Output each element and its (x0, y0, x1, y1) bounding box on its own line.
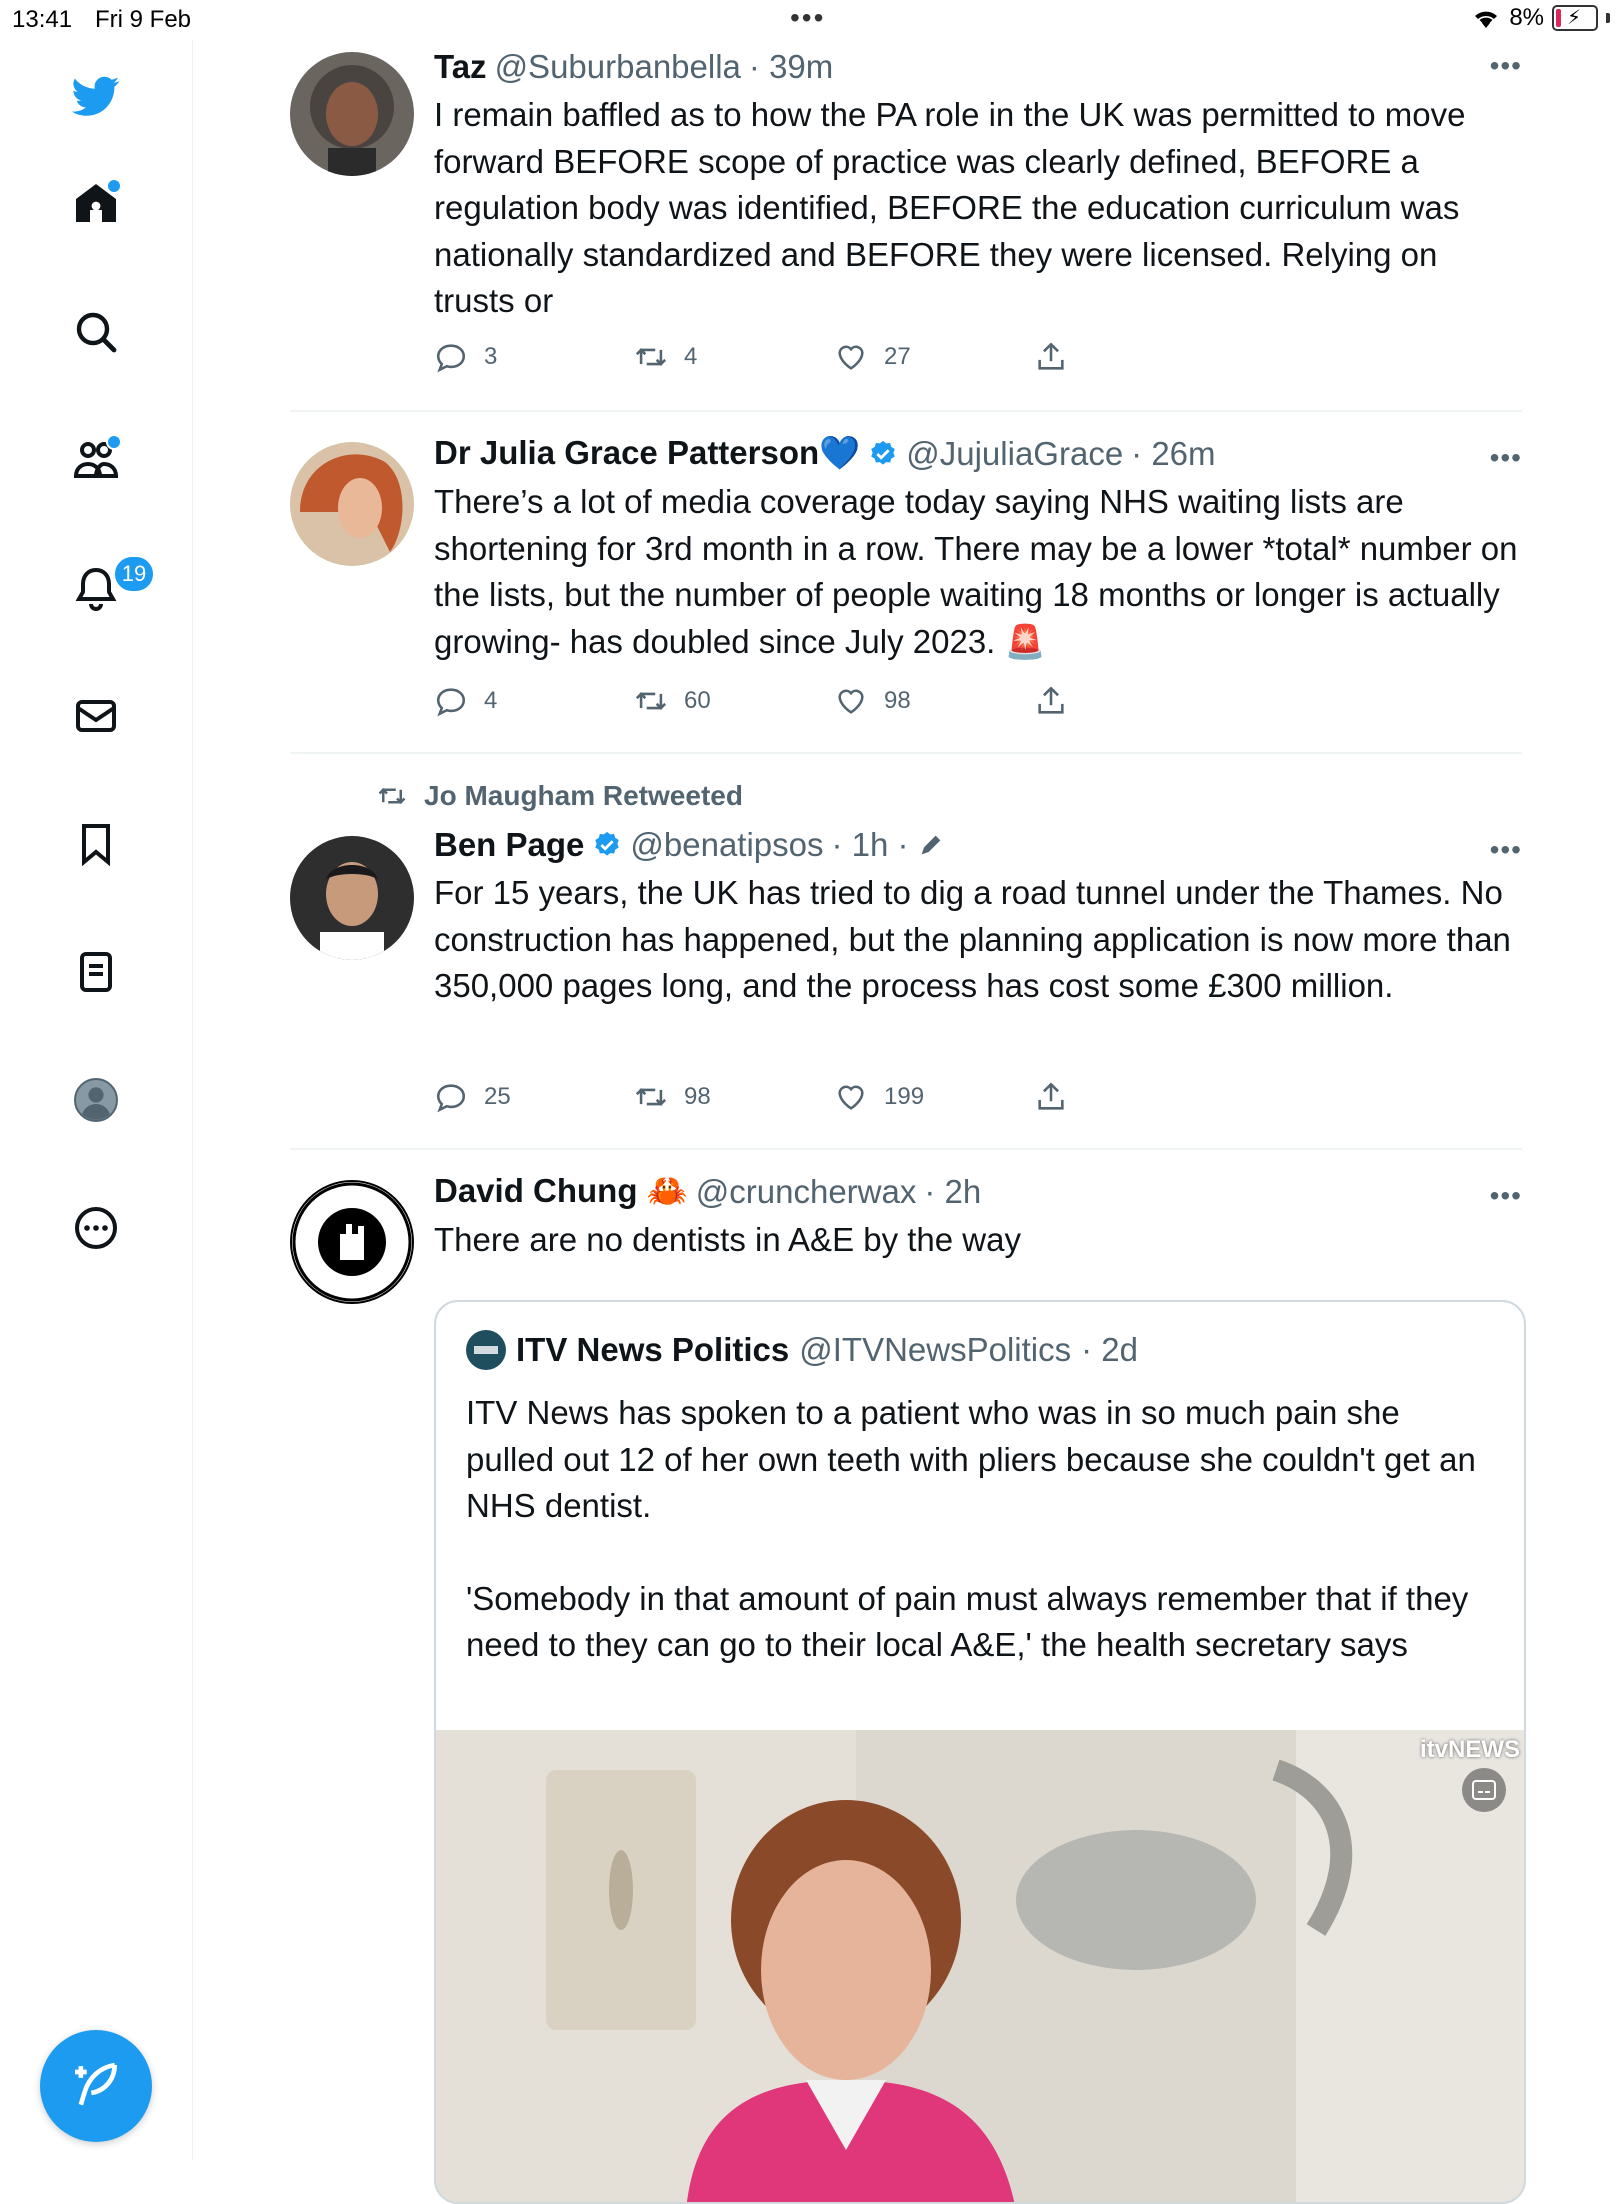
wifi-icon (1471, 6, 1501, 30)
like-button[interactable] (834, 340, 1034, 374)
notifications-bell-icon[interactable] (68, 560, 147, 616)
like-button[interactable] (834, 1080, 1034, 1114)
reply-icon (434, 684, 468, 718)
tweet[interactable] (290, 412, 1522, 754)
edited-pencil-icon[interactable] (917, 831, 945, 859)
compose-feather-icon (68, 2058, 124, 2114)
author-handle[interactable]: @benatipsos (630, 826, 824, 863)
tweet-actions (434, 1080, 1234, 1114)
home-icon[interactable] (68, 176, 124, 232)
retweet-icon (634, 684, 668, 718)
compose-tweet-button[interactable] (40, 2030, 152, 2142)
avatar[interactable] (290, 442, 414, 566)
quoted-tweet-time[interactable]: · 2d (1081, 1331, 1139, 1368)
tweet-time[interactable]: · 39m (748, 48, 834, 85)
share-button[interactable] (1034, 340, 1234, 374)
heart-icon (834, 340, 868, 374)
author-handle[interactable]: @Suburbanbella (494, 48, 741, 85)
heart-icon (834, 684, 868, 718)
twitter-logo-icon[interactable] (68, 68, 124, 124)
tweet-text: For 15 years, the UK has tried to dig a road tunnel under the Thames. No construction has happened, but the planning application is now more than 350,000 pages long, and the process has cost some £300 million. (434, 874, 1511, 1004)
quoted-avatar[interactable] (466, 1330, 506, 1370)
search-icon[interactable] (68, 304, 124, 360)
tweet-more-icon[interactable]: ••• (1489, 442, 1522, 473)
retweet-button[interactable] (634, 1080, 834, 1114)
tweet-actions (434, 340, 1234, 374)
reply-icon (434, 1080, 468, 1114)
share-button[interactable] (1034, 1080, 1234, 1114)
notifications-badge: 19 (112, 554, 156, 594)
retweet-count: 98 (684, 1083, 711, 1110)
share-button[interactable] (1034, 684, 1234, 718)
status-right (1471, 4, 1610, 32)
tweet[interactable] (290, 1150, 1522, 2200)
home-notification-dot (106, 178, 122, 194)
battery-icon: ⚡ (1552, 5, 1598, 31)
retweet-button[interactable] (634, 340, 834, 374)
reply-button[interactable] (434, 1080, 634, 1114)
like-count: 199 (884, 1083, 925, 1110)
itv-news-logo: itvNEWS (1419, 1736, 1520, 1763)
tweet[interactable] (290, 40, 1522, 412)
sidebar (0, 40, 193, 2160)
retweet-count: 60 (684, 687, 711, 714)
retweet-icon (634, 1080, 668, 1114)
tweet-time[interactable]: · 26m (1131, 434, 1216, 472)
tweet-actions (434, 684, 1234, 718)
captions-icon[interactable] (1462, 1768, 1506, 1812)
battery-percent: 8% (1509, 4, 1544, 31)
author-name[interactable]: Taz (434, 48, 487, 85)
communities-icon[interactable] (68, 432, 124, 488)
share-icon (1034, 1080, 1068, 1114)
tweet-text: There’s a lot of media coverage today saying NHS waiting lists are shortening for 3rd month in a row. There may be a lower *total* number on the lists, but the number of people waiting 18 months or longer is actually growing- has doubled since July 2023. 🚨 (434, 483, 1518, 660)
tweet-text: I remain baffled as to how the PA role in the UK was permitted to move forward BEFORE scope of practice was clearly defined, BEFORE a regulation body was identified, BEFORE the education curriculum was nationally standardized and BEFORE they were licensed. Relying on trusts or (434, 96, 1466, 319)
retweet-count: 4 (684, 343, 698, 370)
heart-icon (834, 1080, 868, 1114)
reply-button[interactable] (434, 684, 634, 718)
status-bar (0, 0, 1620, 40)
author-handle[interactable]: @cruncherwax (695, 1172, 917, 1210)
verified-badge-icon (592, 830, 622, 860)
retweet-button[interactable] (634, 684, 834, 718)
retweet-icon (634, 340, 668, 374)
tweet-text: There are no dentists in A&E by the way (434, 1221, 1021, 1258)
author-name[interactable]: Ben Page (434, 826, 585, 863)
author-name[interactable]: Dr Julia Grace Patterson💙 (434, 434, 861, 471)
tweet-time[interactable]: · 2h (924, 1172, 982, 1210)
author-handle[interactable]: @JujuliaGrace (906, 434, 1124, 472)
share-icon (1034, 684, 1068, 718)
bookmarks-icon[interactable] (68, 816, 124, 872)
share-icon (1034, 340, 1068, 374)
avatar[interactable] (290, 1180, 414, 1304)
more-options-icon[interactable] (68, 1200, 124, 1256)
quoted-text-paragraph: 'Somebody in that amount of pain must always remember that if they need to they can go to their local A&E,' the health secretary says (466, 1579, 1469, 1663)
like-button[interactable] (834, 684, 1034, 718)
lists-icon[interactable] (68, 944, 124, 1000)
quoted-author-handle[interactable]: @ITVNewsPolitics (799, 1331, 1072, 1368)
reply-button[interactable] (434, 340, 634, 374)
communities-notification-dot (106, 434, 122, 450)
tweet-more-icon[interactable]: ••• (1489, 1180, 1522, 1211)
avatar[interactable] (290, 52, 414, 176)
reply-count: 3 (484, 343, 498, 370)
verified-badge-icon (868, 439, 898, 469)
quoted-tweet-text (466, 1390, 1486, 1669)
retweeted-by[interactable] (374, 780, 743, 812)
quoted-author-name[interactable]: ITV News Politics (516, 1331, 790, 1368)
timeline-feed (290, 40, 1522, 2200)
multitasking-dots-icon[interactable]: ••• (790, 2, 826, 33)
status-time: 13:41 (12, 6, 73, 33)
quoted-text-paragraph: ITV News has spoken to a patient who was in so much pain she pulled out 12 of her own teeth with pliers because she couldn't get an NHS dentist. (466, 1394, 1476, 1524)
retweeted-by-label: Jo Maugham Retweeted (424, 780, 743, 811)
status-date: Fri 9 Feb (95, 6, 192, 33)
tweet[interactable] (290, 754, 1522, 1150)
like-count: 27 (884, 343, 911, 370)
tweet-more-icon[interactable]: ••• (1489, 50, 1522, 81)
profile-avatar-icon[interactable] (68, 1072, 124, 1128)
tweet-time[interactable]: · 1h · (831, 826, 909, 863)
quoted-video-thumbnail[interactable] (436, 1730, 1524, 2204)
messages-envelope-icon[interactable] (68, 688, 124, 744)
retweet-icon (374, 781, 410, 811)
reply-count: 4 (484, 687, 498, 714)
quoted-tweet[interactable] (434, 1300, 1526, 2204)
avatar[interactable] (290, 836, 414, 960)
reply-icon (434, 340, 468, 374)
like-count: 98 (884, 687, 911, 714)
author-name[interactable]: David Chung 🦀 (434, 1172, 688, 1209)
reply-count: 25 (484, 1083, 511, 1110)
tweet-more-icon[interactable]: ••• (1489, 834, 1522, 865)
